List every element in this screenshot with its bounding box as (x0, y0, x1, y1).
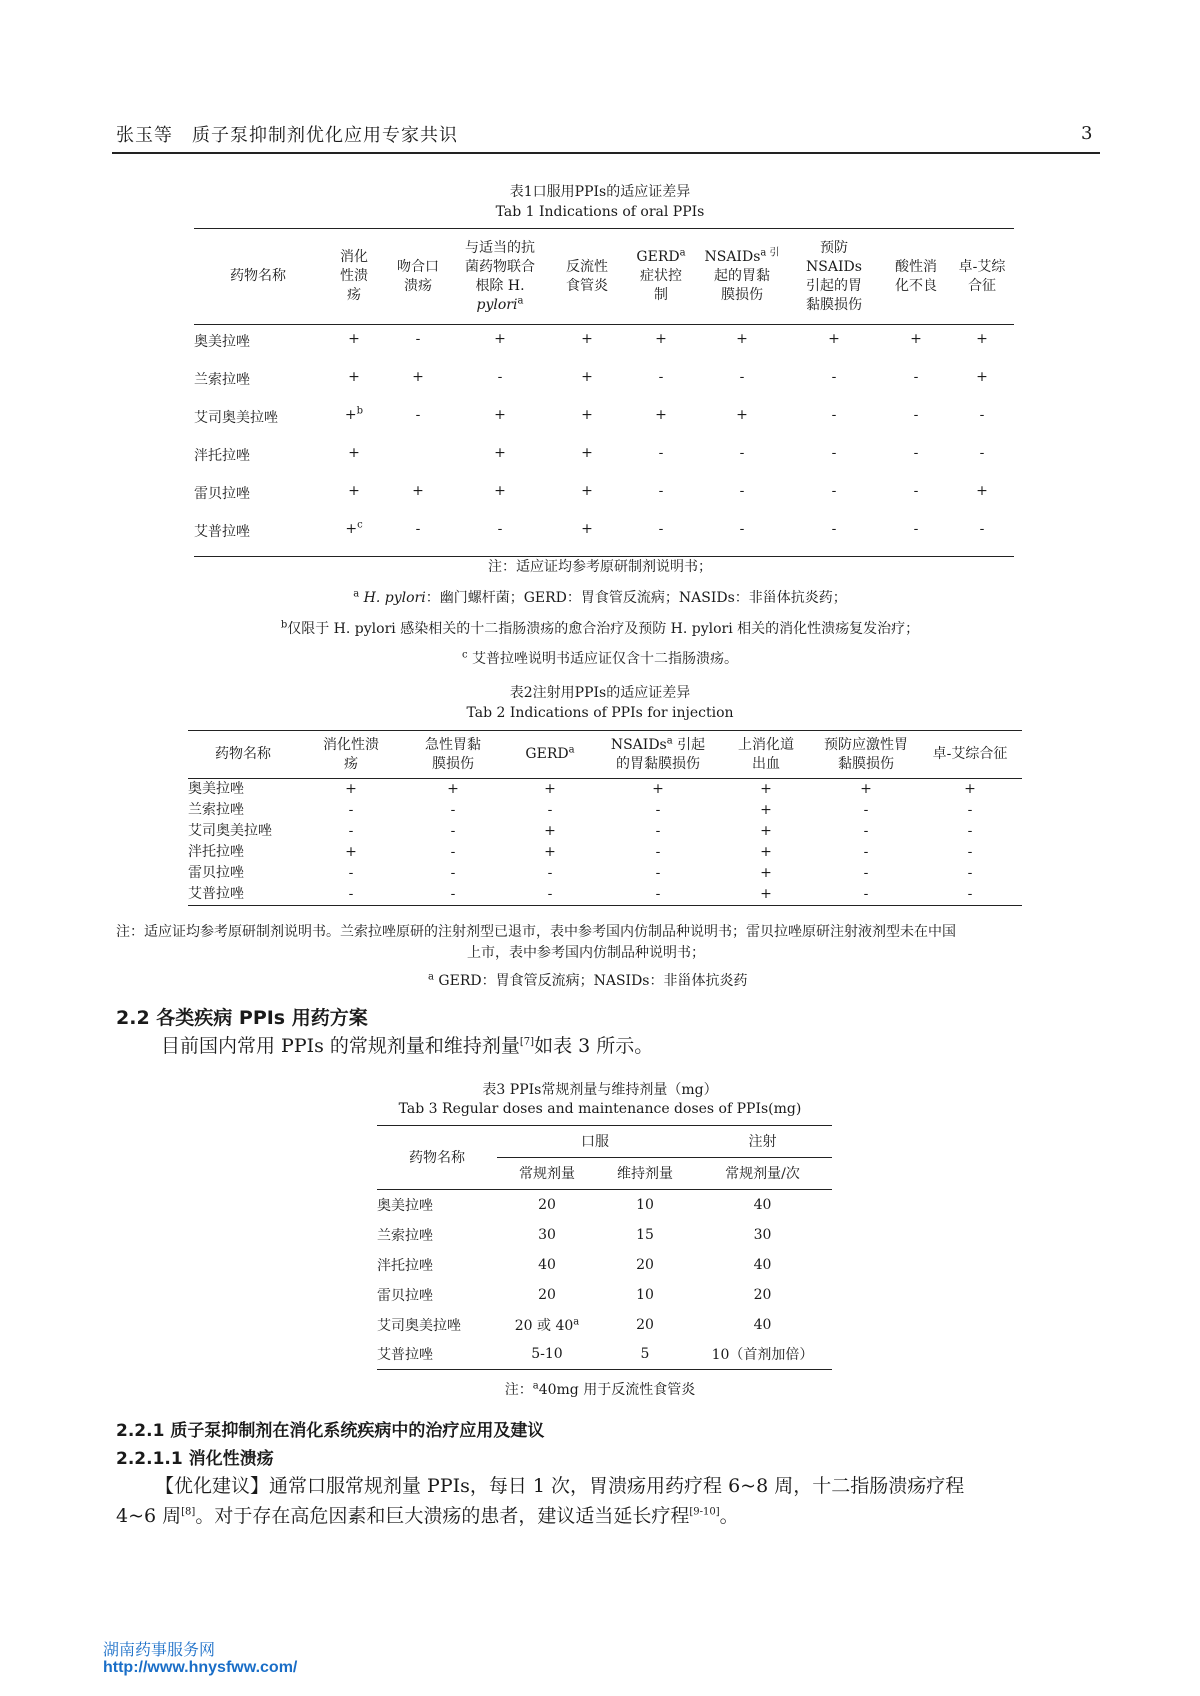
table3-row (377, 1340, 832, 1370)
table3-row (377, 1310, 832, 1340)
table2-row (188, 884, 1022, 906)
table2-cell: + (544, 781, 556, 797)
table2-col-stress-ulcer: 预防应激性胃 黏膜损伤 (814, 731, 918, 779)
section-2-2-1-1-heading: 2.2.1.1 消化性溃疡 (116, 1449, 274, 1469)
table3-cell-drug: 泮托拉唑 (377, 1257, 433, 1274)
table2-cell-drug: 泮托拉唑 (188, 844, 244, 860)
table2-cell: + (964, 781, 976, 797)
table2-cell-drug: 艾司奥美拉唑 (188, 823, 272, 839)
table2-cell: - (547, 802, 553, 818)
table3-cell: 5-10 (497, 1340, 597, 1370)
section-2-2-1-1-line2: 4~6 周[8]。对于存在高危因素和巨大溃疡的患者，建议适当延长疗程[9-10]。 (116, 1505, 739, 1527)
table2-cell: + (345, 781, 357, 797)
table2-col-peptic-ulcer: 消化性溃 疡 (298, 731, 404, 779)
table3-cell: 20 (636, 1256, 654, 1273)
table1-cell: + (736, 406, 748, 423)
table2-cell: - (918, 884, 1022, 906)
footer-url-link[interactable]: http://www.hnysfww.com/ (103, 1659, 298, 1676)
table1-cell: - (831, 444, 837, 461)
table3-cell: 20 (636, 1316, 654, 1333)
table1-cell: - (658, 368, 664, 385)
table1-cell: + (976, 368, 988, 385)
table2-cell: - (404, 884, 502, 906)
table2-cell: - (967, 844, 973, 860)
table2-cell: + (860, 781, 872, 797)
table2-row (188, 779, 1022, 801)
table1-cell: - (739, 368, 745, 385)
table2-note-2: 上市，表中参考国内仿制品种说明书； (467, 945, 705, 961)
table1-col-dyspepsia: 酸性消 化不良 (882, 229, 950, 325)
table2-cell: + (544, 823, 556, 839)
table2-cell: + (345, 844, 357, 860)
table3-header-row (377, 1126, 832, 1158)
table2-cell: - (450, 802, 456, 818)
table1-cell: + (581, 444, 593, 461)
table1-cell (386, 439, 450, 477)
table2-cell: + (544, 844, 556, 860)
table2-col-acute-mucosal: 急性胃黏 膜损伤 (404, 731, 502, 779)
table3-cell-drug: 雷贝拉唑 (377, 1287, 433, 1304)
table1-cell: +$^c$ (322, 515, 386, 557)
table1-cell: - (913, 482, 919, 499)
table2-cell: - (450, 844, 456, 860)
table3-cell: 40 (753, 1196, 772, 1213)
table3-cell: 20 (753, 1286, 772, 1303)
table1-col-peptic-ulcer: 消化 性溃 疡 (322, 229, 386, 325)
table2 (188, 730, 1022, 906)
table1-cell-drug: 雷贝拉唑 (194, 485, 250, 502)
table1-cell: - (739, 444, 745, 461)
table3-cell: 15 (636, 1226, 654, 1243)
section-2-2-1-1-line1: 【优化建议】通常口服常规剂量 PPIs，每日 1 次，胃溃疡用药疗程 6~8 周，十二指肠溃疡疗程 (155, 1475, 965, 1497)
table2-cell: - (863, 865, 869, 881)
table1-cell: - (831, 368, 837, 385)
table2-caption-cn: 表2注射用PPIs的适应证差异 (509, 685, 691, 701)
table1-cell: - (624, 515, 698, 557)
table2-cell: + (447, 781, 459, 797)
table3-row (377, 1190, 832, 1220)
table3-cell-drug: 艾司奥美拉唑 (377, 1317, 461, 1334)
table1-header-row (194, 229, 1014, 325)
table1-cell: + (828, 331, 840, 347)
table2-cell: - (863, 844, 869, 860)
table2-cell: + (760, 865, 772, 881)
table2-cell: - (547, 865, 553, 881)
table1-row (194, 363, 1014, 401)
table2-cell-drug: 雷贝拉唑 (188, 865, 244, 881)
table2-cell: + (652, 781, 664, 797)
table1-cell: + (976, 331, 988, 347)
section-2-2-text: 目前国内常用 PPIs 的常规剂量和维持剂量[7]如表 3 所示。 (161, 1035, 654, 1057)
table1-cell: + (976, 482, 988, 499)
table1-col-zollinger-ellison: 卓-艾综 合征 (950, 229, 1014, 325)
table1-cell-drug: 艾普拉唑 (194, 515, 322, 557)
table2-cell: - (967, 802, 973, 818)
section-2-2-1-heading: 2.2.1 质子泵抑制剂在消化系统疾病中的治疗应用及建议 (116, 1421, 545, 1441)
table2-cell-drug: 兰索拉唑 (188, 802, 244, 818)
table1-cell: - (913, 406, 919, 423)
table3 (377, 1125, 832, 1370)
table3-cell: 30 (753, 1226, 772, 1243)
table1-cell: - (415, 331, 421, 347)
table2-cell: - (863, 802, 869, 818)
table3-row (377, 1250, 832, 1280)
table3-cell: 40 (753, 1316, 772, 1333)
table1-cell: + (581, 406, 593, 423)
table3-cell: 20 或 40$^a$ (514, 1315, 580, 1334)
table1-cell: + (494, 406, 506, 423)
table1-row (194, 401, 1014, 439)
table2-col-ugi-bleeding: 上消化道 出血 (718, 731, 814, 779)
table3-cell: 40 (753, 1256, 772, 1273)
table3-cell-drug: 奥美拉唑 (377, 1197, 433, 1214)
table1-cell: + (910, 331, 922, 347)
table1-cell: - (913, 444, 919, 461)
table3-col-injection: 注射 (693, 1126, 832, 1158)
table1-cell: + (581, 331, 593, 347)
table2-cell: - (863, 823, 869, 839)
table1-row (194, 477, 1014, 515)
table2-header-row (188, 731, 1022, 779)
table2-cell: - (967, 823, 973, 839)
table1-cell: + (736, 331, 748, 347)
table2-cell: - (814, 884, 918, 906)
table1-cell: - (698, 515, 786, 557)
table3-cell: 10 (636, 1286, 654, 1303)
table3-row (377, 1280, 832, 1310)
table1-cell: + (412, 368, 424, 385)
table2-cell: - (450, 823, 456, 839)
table3-col-maintenance: 维持剂量 (597, 1158, 693, 1190)
section-2-2-heading: 2.2 各类疾病 PPIs 用药方案 (116, 1007, 368, 1029)
table1-cell: +$^b$ (344, 404, 364, 423)
table2-cell: + (760, 781, 772, 797)
table3-cell-drug: 兰索拉唑 (377, 1227, 433, 1244)
table1-cell: + (348, 444, 360, 461)
table2-cell: + (760, 823, 772, 839)
table1-cell: + (494, 331, 506, 347)
table3-caption-cn: 表3 PPIs常规剂量与维持剂量（mg） (482, 1082, 718, 1098)
table3-cell: 10 (636, 1196, 654, 1213)
table1-cell: + (655, 331, 667, 347)
table1-cell: + (655, 406, 667, 423)
table2-cell: - (655, 802, 661, 818)
table2-cell: - (967, 865, 973, 881)
table2-cell: - (348, 823, 354, 839)
table1-cell: + (581, 368, 593, 385)
table3-cell: 5 (597, 1340, 693, 1370)
table1-cell: + (550, 515, 624, 557)
table1-cell: + (348, 482, 360, 499)
table2-cell: - (655, 823, 661, 839)
table3-cell: 10（首剂加倍） (693, 1340, 832, 1370)
table2-cell: - (298, 884, 404, 906)
table2-cell: - (598, 884, 718, 906)
table1-cell-drug: 兰索拉唑 (194, 371, 250, 388)
table2-note-1: 注：适应证均参考原研制剂说明书。兰索拉唑原研的注射剂型已退市，表中参考国内仿制品种说明书；雷贝拉唑原研注射液剂型未在中国 (116, 924, 956, 940)
table1-cell: - (882, 515, 950, 557)
table1-note-1: 注：适应证均参考原研制剂说明书； (488, 559, 712, 575)
table1-cell: + (494, 482, 506, 499)
table1-col-nsaids-injury: NSAIDs$^{a 引}$ 起的胃黏 膜损伤 (698, 229, 786, 325)
table1-cell: - (786, 515, 882, 557)
table2-cell: - (502, 884, 598, 906)
table3-row (377, 1220, 832, 1250)
table3-cell: 30 (538, 1226, 556, 1243)
header-rule (112, 152, 1100, 154)
table1-cell: - (979, 444, 985, 461)
table2-cell: - (655, 844, 661, 860)
table3-col-oral: 口服 (497, 1126, 693, 1158)
table1-note-3: $^b$仅限于 H. pylori 感染相关的十二指肠溃疡的愈合治疗及预防 H. pylori 相关的消化性溃疡复发治疗； (280, 619, 920, 637)
table2-row (188, 800, 1022, 821)
table2-cell: - (348, 802, 354, 818)
table1-cell: - (658, 444, 664, 461)
running-header: 张玉等 质子泵抑制剂优化应用专家共识 (116, 125, 458, 146)
table1-cell: - (415, 406, 421, 423)
table2-cell: + (760, 802, 772, 818)
table1-cell-drug: 泮托拉唑 (194, 447, 250, 464)
table3-cell-drug: 艾普拉唑 (377, 1340, 497, 1370)
table2-cell: + (760, 844, 772, 860)
table1-cell: - (658, 482, 664, 499)
table3-col-inj-regular: 常规剂量/次 (693, 1158, 832, 1190)
table1-row (194, 325, 1014, 363)
table3-caption-en: Tab 3 Regular doses and maintenance doses of PPIs(mg) (398, 1101, 802, 1117)
table1-caption-en: Tab 1 Indications of oral PPIs (495, 204, 705, 220)
table1-cell: + (348, 331, 360, 347)
table1-cell-drug: 艾司奥美拉唑 (194, 409, 278, 426)
table1-cell: + (494, 444, 506, 461)
table1-cell: - (450, 515, 550, 557)
table1 (194, 228, 1014, 557)
table1-caption-cn: 表1口服用PPIs的适应证差异 (509, 184, 691, 200)
table2-col-gerd: GERD$^a$ (502, 731, 598, 779)
table1-cell: - (497, 368, 503, 385)
table2-caption-en: Tab 2 Indications of PPIs for injection (466, 705, 734, 721)
table1-cell: + (348, 368, 360, 385)
table2-cell-drug: 艾普拉唑 (188, 884, 298, 906)
table1-cell: + (581, 482, 593, 499)
table1-col-gerd: GERD$^a$ 症状控 制 (624, 229, 698, 325)
table1-col-reflux-esophagitis: 反流性 食管炎 (550, 229, 624, 325)
table1-cell: - (739, 482, 745, 499)
table1-cell-drug: 奥美拉唑 (194, 334, 250, 350)
table2-row (188, 821, 1022, 842)
table2-col-zollinger-ellison: 卓-艾综合征 (918, 731, 1022, 779)
page-number: 3 (1081, 123, 1093, 144)
table1-cell: - (831, 482, 837, 499)
footer-site-name: 湖南药事服务网 (103, 1642, 216, 1659)
table3-note: 注：$^a$40mg 用于反流性食管炎 (504, 1380, 696, 1398)
table3-cell: 20 (538, 1196, 556, 1213)
table2-note-3: $^a$ GERD：胃食管反流病；NASIDs：非甾体抗炎药 (428, 971, 748, 989)
table2-cell: - (655, 865, 661, 881)
table1-cell: + (412, 482, 424, 499)
table1-col-drug: 药物名称 (194, 229, 322, 325)
table2-col-nsaids: NSAIDs$^a$ 引起 的胃黏膜损伤 (598, 731, 718, 779)
table2-row (188, 863, 1022, 884)
table1-note-4: $^c$ 艾普拉唑说明书适应证仅含十二指肠溃疡。 (461, 649, 739, 667)
table2-cell-drug: 奥美拉唑 (188, 781, 244, 797)
table1-col-hp-eradication: 与适当的抗 菌药物联合 根除 H. pylori$^a$ (450, 229, 550, 325)
table3-cell: 20 (538, 1286, 556, 1303)
table2-col-drug: 药物名称 (188, 731, 298, 779)
table1-cell: - (386, 515, 450, 557)
table1-note-2: $^a$ H. pylori：幽门螺杆菌；GERD：胃食管反流病；NASIDs：非甾体抗炎药； (353, 588, 847, 606)
table1-row (194, 515, 1014, 557)
table1-col-nsaids-prevention: 预防 NSAIDs 引起的胃 黏膜损伤 (786, 229, 882, 325)
table1-col-anastomotic-ulcer: 吻合口 溃疡 (386, 229, 450, 325)
table2-cell: - (348, 865, 354, 881)
table3-col-regular: 常规剂量 (497, 1158, 597, 1190)
table1-cell: - (831, 406, 837, 423)
table1-cell: - (950, 515, 1014, 557)
table2-cell: + (718, 884, 814, 906)
table1-row (194, 439, 1014, 477)
table1-cell: - (913, 368, 919, 385)
table1-cell: - (979, 406, 985, 423)
table2-cell: - (450, 865, 456, 881)
table3-cell: 40 (538, 1256, 556, 1273)
table3-col-drug: 药物名称 (377, 1126, 497, 1190)
table2-row (188, 842, 1022, 863)
